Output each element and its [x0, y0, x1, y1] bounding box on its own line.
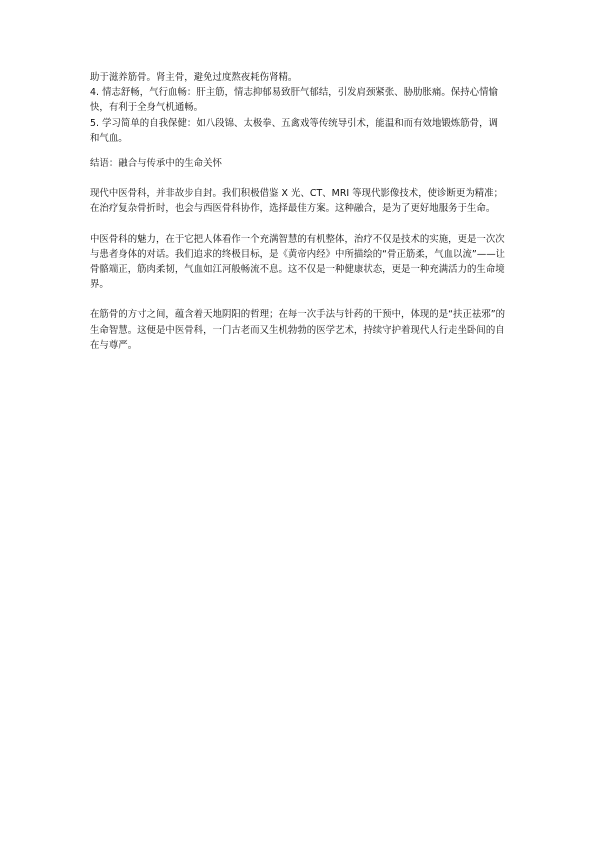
spacer — [90, 292, 506, 307]
paragraph-charm: 中医骨科的魅力，在于它把人体看作一个充满智慧的有机整体，治疗不仅是技术的实施，更是一次次与患者身体的对话。我们追求的终极目标，是《黄帝内经》中所描绘的“骨正筋柔，气血以流”——让骨骼端正，筋肉柔韧，气血如江河般畅流不息。这不仅是一种健康状态，更是一种充满活力的生命境界。 — [90, 233, 506, 291]
intro-fragment: 助于滋养筋骨。肾主骨，避免过度熬夜耗伤肾精。 — [90, 72, 298, 83]
spacer — [90, 217, 506, 232]
paragraph-closing: 在筋骨的方寸之间，蕴含着天地阴阳的哲理；在每一次手法与针药的干预中，体现的是“扶正祛邪”的生命智慧。这便是中医骨科，一门古老而又生机勃勃的医学艺术，持续守护着现代人行走坐卧间的自在与尊严。 — [90, 309, 506, 351]
document-body — [90, 70, 506, 353]
spacer — [90, 146, 506, 156]
paragraph-modern-integration: 现代中医骨科，并非故步自封。我们积极借鉴 X 光、CT、MRI 等现代影像技术，使诊断更为精准；在治疗复杂骨折时，也会与西医骨科协作，选择最佳方案。这种融合，是为了更好地服务于生命。 — [90, 188, 504, 215]
list-item-4: 4. 情志舒畅，气行血畅：肝主筋，情志抑郁易致肝气郁结，引发肩颈紧张、胁肋胀痛。保持心情愉快，有利于全身气机通畅。 — [90, 87, 498, 114]
conclusion-heading: 结语：融合与传承中的生命关怀 — [90, 158, 222, 170]
spacer — [90, 171, 506, 186]
list-item-5: 5. 学习简单的自我保健：如八段锦、太极拳、五禽戏等传统导引术，能温和而有效地锻炼筋骨，调和气血。 — [90, 117, 498, 144]
